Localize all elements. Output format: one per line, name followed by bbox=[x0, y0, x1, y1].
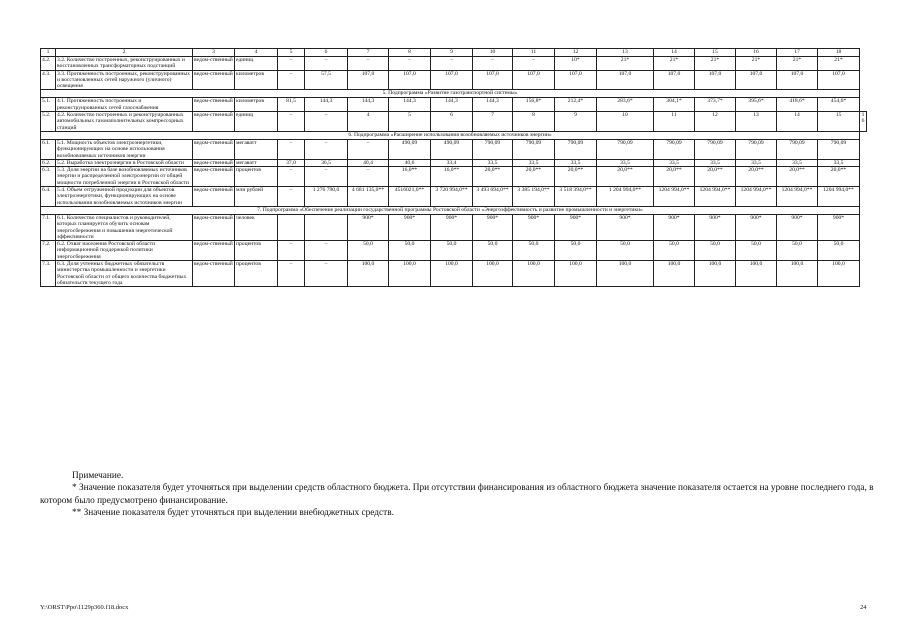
value-cell: 1 204 994,0** bbox=[597, 187, 654, 207]
value-cell: 100,0 bbox=[348, 261, 389, 287]
subprogram-section-row bbox=[41, 206, 867, 214]
value-cell: 11 bbox=[654, 112, 695, 132]
value-cell: 900* bbox=[389, 214, 431, 240]
table-row bbox=[41, 57, 867, 71]
value-cell: 107,0 bbox=[654, 70, 695, 90]
row-number-cell: 5.2. bbox=[41, 112, 56, 132]
footer-file-path: Y:\ORST\Ppo\1129p360.f18.docx bbox=[40, 604, 129, 611]
column-number-cell: 5 bbox=[278, 49, 305, 57]
unit-cell: мегаватт bbox=[235, 139, 278, 159]
column-number-cell: 8 bbox=[389, 49, 431, 57]
value-cell: 100,0 bbox=[513, 261, 555, 287]
unit-cell: млн рублей bbox=[235, 187, 278, 207]
indicator-name-cell: 5.1. Мощность объектов электроэнергетики, функционирующих на основе использования возобновляемых источников энергии bbox=[56, 139, 193, 159]
value-cell: 490,09 bbox=[431, 139, 473, 159]
value-cell: 395,6* bbox=[736, 98, 777, 112]
value-cell: 10* bbox=[555, 57, 597, 71]
value-cell bbox=[278, 214, 305, 240]
value-cell: 107,0 bbox=[597, 70, 654, 90]
value-cell: 790,09 bbox=[736, 139, 777, 159]
unit-cell: единиц bbox=[235, 57, 278, 71]
value-cell: – bbox=[305, 261, 348, 287]
unit-cell: процентов bbox=[235, 167, 278, 187]
unit-cell: процентов bbox=[235, 241, 278, 261]
value-cell: 50,0 bbox=[431, 241, 473, 261]
value-cell: 144,3 bbox=[389, 98, 431, 112]
value-cell: 50,0 bbox=[513, 241, 555, 261]
value-cell: 1204 994,0** bbox=[654, 187, 695, 207]
value-cell: 107,0 bbox=[348, 70, 389, 90]
indicators-table bbox=[40, 48, 867, 287]
value-cell: 1 276 790,0 bbox=[305, 187, 348, 207]
value-cell: 20,0** bbox=[473, 167, 513, 187]
value-cell: – bbox=[513, 57, 555, 71]
value-cell: 900* bbox=[777, 214, 818, 240]
row-number-cell: 6.4. bbox=[41, 187, 56, 207]
column-number-cell: 3 bbox=[193, 49, 235, 57]
indicator-name-cell: 6.3. Доля учтенных бюджетных обязательств министерства промышленности и энергетики Ростовской области от общего количества бюджетных обязательств текущего года bbox=[56, 261, 193, 287]
value-cell: 57,5 bbox=[305, 70, 348, 90]
indicator-type-cell: ведом-ственный bbox=[193, 112, 235, 132]
indicator-name-cell: 5.3. Доля энергии на базе возобновляемых источников энергии и распределенной электроэнергии от общей мощности потребленной энергии в Ростовской области bbox=[56, 167, 193, 187]
indicator-type-cell: ведом-ственный bbox=[193, 187, 235, 207]
value-cell: 20,0** bbox=[695, 167, 736, 187]
row-number-cell: 6.1. bbox=[41, 139, 56, 159]
value-cell: 3 493 694,0** bbox=[473, 187, 513, 207]
value-cell: 100,0 bbox=[431, 261, 473, 287]
value-cell: 36,5 bbox=[305, 159, 348, 166]
value-cell: 6 bbox=[431, 112, 473, 132]
value-cell: 20,0** bbox=[555, 167, 597, 187]
unit-cell: процентов bbox=[235, 261, 278, 287]
indicator-name-cell: 3.2. Количество построенных, реконструированных и восстановленных трансформаторных подстанций bbox=[56, 57, 193, 71]
table-row bbox=[41, 70, 867, 90]
row-number-cell: 7.3. bbox=[41, 261, 56, 287]
notes-block bbox=[40, 470, 875, 520]
subprogram-title: 7. Подпрограмма «Обеспечение реализации государственной программы Ростовской области «Энергоэффективность и развитие промышленности и энергетики» bbox=[41, 206, 860, 214]
value-cell: 21* bbox=[597, 57, 654, 71]
indicator-name-cell: 5.2. Выработка электроэнергии в Ростовской области bbox=[56, 159, 193, 166]
value-cell: – bbox=[278, 167, 305, 187]
value-cell: 1204 994,0** bbox=[695, 187, 736, 207]
value-cell: 3 385 194,0** bbox=[513, 187, 555, 207]
value-cell: – bbox=[278, 70, 305, 90]
column-number-cell: 12 bbox=[555, 49, 597, 57]
value-cell: 144,3 bbox=[431, 98, 473, 112]
value-cell: – bbox=[473, 57, 513, 71]
value-cell: 20,0** bbox=[597, 167, 654, 187]
column-number-cell: 11 bbox=[513, 49, 555, 57]
value-cell: 33,5 bbox=[555, 159, 597, 166]
table-header-row bbox=[41, 49, 867, 57]
value-cell: – bbox=[305, 241, 348, 261]
value-cell: – bbox=[305, 57, 348, 71]
indicator-type-cell: ведом-ственный bbox=[193, 139, 235, 159]
notes-title: Примечание. bbox=[72, 471, 124, 481]
value-cell: 33,5 bbox=[736, 159, 777, 166]
value-cell: 100,0 bbox=[473, 261, 513, 287]
value-cell: 107,0 bbox=[431, 70, 473, 90]
value-cell: – bbox=[389, 57, 431, 71]
value-cell: 33,5 bbox=[777, 159, 818, 166]
subprogram-title: 6. Подпрограмма «Расширение использования возобновляемых источников энергии» bbox=[41, 131, 860, 139]
value-cell: – bbox=[278, 241, 305, 261]
value-cell: 4 681 135,0** bbox=[348, 187, 389, 207]
value-cell: 81,5 bbox=[278, 98, 305, 112]
value-cell: 21* bbox=[695, 57, 736, 71]
indicator-type-cell: ведом-ственный bbox=[193, 70, 235, 90]
row-number-cell: 4.2. bbox=[41, 57, 56, 71]
value-cell: 304,1* bbox=[654, 98, 695, 112]
column-number-cell: 6 bbox=[305, 49, 348, 57]
value-cell: 50,0 bbox=[736, 241, 777, 261]
indicator-type-cell: ведом-ственный bbox=[194, 159, 233, 166]
column-number-cell: 17 bbox=[777, 49, 818, 57]
value-cell: – bbox=[348, 139, 389, 159]
value-cell: 900* bbox=[818, 214, 860, 240]
value-cell: 790,09 bbox=[555, 139, 597, 159]
value-cell: 1204 994,0** bbox=[736, 187, 777, 207]
column-number-cell: 2 bbox=[56, 49, 193, 57]
value-cell: 50,0 bbox=[654, 241, 695, 261]
value-cell: 33,5 bbox=[654, 159, 695, 166]
value-cell: 37,0 bbox=[278, 159, 305, 166]
value-cell: 212,4* bbox=[555, 98, 597, 112]
value-cell: 7 bbox=[473, 112, 513, 132]
indicator-type-cell: ведом-ственный bbox=[193, 167, 235, 187]
value-cell: 9 bbox=[555, 112, 597, 132]
value-cell: 790,09 bbox=[695, 139, 736, 159]
value-cell: 100,0 bbox=[389, 261, 431, 287]
value-cell: 100,0 bbox=[654, 261, 695, 287]
value-cell: 790,09 bbox=[654, 139, 695, 159]
indicator-type-cell: ведом-ственный bbox=[193, 241, 235, 261]
value-cell: 12 bbox=[695, 112, 736, 132]
value-cell: 454,6* bbox=[818, 98, 860, 112]
value-cell: 100,0 bbox=[597, 261, 654, 287]
value-cell: 21* bbox=[736, 57, 777, 71]
value-cell: 1204 994,0** bbox=[818, 187, 860, 207]
value-cell: 107,0 bbox=[389, 70, 431, 90]
subprogram-section-row bbox=[41, 131, 867, 139]
value-cell: 40,6 bbox=[389, 159, 431, 166]
value-cell: 50,0 bbox=[777, 241, 818, 261]
column-number-cell: 4 bbox=[235, 49, 278, 57]
value-cell: 4516021,0** bbox=[389, 187, 431, 207]
value-cell: 100,0 bbox=[695, 261, 736, 287]
value-cell: 790,09 bbox=[473, 139, 513, 159]
value-cell: 50,0 bbox=[695, 241, 736, 261]
value-cell: 107,0 bbox=[473, 70, 513, 90]
value-cell: 373,7* bbox=[695, 98, 736, 112]
value-cell: 50,0 bbox=[555, 241, 597, 261]
table-row bbox=[41, 261, 867, 287]
column-number-cell: 18 bbox=[818, 49, 860, 57]
table-row bbox=[41, 98, 867, 112]
value-cell: 33,5 bbox=[473, 159, 513, 166]
value-cell: – bbox=[348, 57, 389, 71]
subprogram-title: 5. Подпрограмма «Развитие газотранспортной системы» bbox=[41, 90, 860, 98]
unit-cell: единиц bbox=[235, 112, 278, 132]
value-cell: 900* bbox=[736, 214, 777, 240]
value-cell: 100,0 bbox=[777, 261, 818, 287]
value-cell: – bbox=[278, 187, 305, 207]
value-cell: 790,09 bbox=[513, 139, 555, 159]
indicator-name-cell: 3.3. Протяженность построенных, реконструированных и восстановленных сетей наружного (уличного) освещения bbox=[56, 70, 193, 90]
table-row bbox=[41, 112, 867, 132]
value-cell: 900* bbox=[348, 214, 389, 240]
value-cell: 33,5 bbox=[695, 159, 736, 166]
unit-cell: километров bbox=[235, 70, 278, 90]
unit-cell: мегаватт bbox=[235, 159, 278, 166]
value-cell: – bbox=[431, 57, 473, 71]
indicator-name-cell: 4.2. Количество построенных и реконструированных автомобильных газонаполнительных компрессорных станций bbox=[56, 112, 193, 132]
note-double-asterisk: ** Значение показателя будет уточняться при выделении внебюджетных средств. bbox=[72, 508, 394, 519]
value-cell: 900* bbox=[695, 214, 736, 240]
value-cell: 33,5 bbox=[513, 159, 555, 166]
indicator-name-cell: 4.1. Протяженность построенных и реконструированных сетей газоснабжения bbox=[56, 98, 193, 112]
value-cell: 418,6* bbox=[777, 98, 818, 112]
indicator-name-cell: 5.4. Объем отгруженной продукции для объектов электроэнергетики, функционирующих на основе использования возобновляемых источников энергии bbox=[56, 187, 193, 207]
value-cell: 20,0** bbox=[736, 167, 777, 187]
indicator-name-cell: 6.2. Охват населения Ростовской области информационной поддержкой политики энергосбережения bbox=[56, 241, 193, 261]
value-cell: 4 bbox=[348, 112, 389, 132]
value-cell: 100,0 bbox=[736, 261, 777, 287]
value-cell: 20,0** bbox=[654, 167, 695, 187]
value-cell: 3 518 394,0** bbox=[555, 187, 597, 207]
value-cell: 100,0 bbox=[555, 261, 597, 287]
value-cell: 50,0 bbox=[597, 241, 654, 261]
subprogram-section-row bbox=[41, 90, 867, 98]
value-cell: – bbox=[305, 112, 348, 132]
value-cell: 50,0 bbox=[389, 241, 431, 261]
indicator-type-cell: ведом-ственный bbox=[193, 57, 235, 71]
row-number-cell: 4.3. bbox=[41, 70, 56, 90]
indicator-type-cell: ведом-ственный bbox=[193, 214, 235, 240]
value-cell: 33,5 bbox=[818, 159, 860, 166]
value-cell: 33,4 bbox=[431, 159, 473, 166]
table-row bbox=[41, 159, 867, 166]
value-cell: 490,09 bbox=[389, 139, 431, 159]
column-number-cell: 9 bbox=[431, 49, 473, 57]
value-cell: 107,0 bbox=[513, 70, 555, 90]
column-number-cell: 15 bbox=[695, 49, 736, 57]
value-cell: 107,0 bbox=[777, 70, 818, 90]
value-cell bbox=[305, 214, 348, 240]
value-cell: 144,3 bbox=[473, 98, 513, 112]
value-cell: 14 bbox=[777, 112, 818, 132]
value-cell: 20,0** bbox=[513, 167, 555, 187]
table-row bbox=[41, 241, 867, 261]
indicator-name-cell: 6.1. Количество специалистов и руководителей, которых планируется обучить основам энергосбережения и повышения энергетической эффективности bbox=[56, 214, 193, 240]
table-row bbox=[41, 187, 867, 207]
value-cell: 790,09 bbox=[777, 139, 818, 159]
column-number-cell: 1 bbox=[41, 49, 56, 57]
value-cell: – bbox=[278, 261, 305, 287]
value-cell: 5 bbox=[389, 112, 431, 132]
column-number-cell: 7 bbox=[348, 49, 389, 57]
value-cell: 790,09 bbox=[597, 139, 654, 159]
value-cell: – bbox=[305, 139, 348, 159]
value-cell: 50,0 bbox=[348, 241, 389, 261]
value-cell: 900* bbox=[597, 214, 654, 240]
note-single-asterisk: * Значение показателя будет уточняться при выделении средств областного бюджета. При отсутствии финансирования из областного бюджета значение показателя остается на уровне последнего года, в котором было предусмотрено финансирование. bbox=[40, 483, 874, 506]
unit-cell: человек bbox=[235, 214, 278, 240]
value-cell: 107,0 bbox=[736, 70, 777, 90]
value-cell: – bbox=[278, 112, 305, 132]
column-number-cell: 13 bbox=[597, 49, 654, 57]
value-cell: 144,3 bbox=[348, 98, 389, 112]
indicator-type-cell: ведом-ственный bbox=[193, 261, 235, 287]
value-cell: 50,0 bbox=[818, 241, 860, 261]
value-cell: – bbox=[278, 57, 305, 71]
value-cell: 900* bbox=[654, 214, 695, 240]
value-cell: 100,0 bbox=[818, 261, 860, 287]
value-cell: 21* bbox=[777, 57, 818, 71]
value-cell: 283,6* bbox=[597, 98, 654, 112]
column-number-cell: 16 bbox=[736, 49, 777, 57]
value-cell: 900* bbox=[555, 214, 597, 240]
value-cell: 16,0** bbox=[389, 167, 431, 187]
value-cell: 21* bbox=[654, 57, 695, 71]
value-cell: 144,3 bbox=[305, 98, 348, 112]
table-row bbox=[41, 167, 867, 187]
value-cell: 16 bbox=[860, 112, 867, 132]
value-cell: 50,0 bbox=[473, 241, 513, 261]
value-cell: 900* bbox=[513, 214, 555, 240]
value-cell: – bbox=[348, 167, 389, 187]
value-cell: 21* bbox=[818, 57, 860, 71]
value-cell: 790,09 bbox=[818, 139, 860, 159]
value-cell: 10 bbox=[597, 112, 654, 132]
indicator-type-cell: ведом-ственный bbox=[193, 98, 235, 112]
column-number-cell: 10 bbox=[473, 49, 513, 57]
value-cell: 900* bbox=[431, 214, 473, 240]
value-cell: 13 bbox=[736, 112, 777, 132]
value-cell: – bbox=[305, 167, 348, 187]
row-number-cell: 7.1. bbox=[41, 214, 56, 240]
value-cell: 20,0** bbox=[818, 167, 860, 187]
table-row bbox=[41, 139, 867, 159]
row-number-cell: 7.2. bbox=[41, 241, 56, 261]
value-cell: 1204 994,0** bbox=[777, 187, 818, 207]
column-number-cell: 14 bbox=[654, 49, 695, 57]
value-cell: 156,8* bbox=[513, 98, 555, 112]
value-cell: 107,0 bbox=[555, 70, 597, 90]
value-cell: 107,0 bbox=[695, 70, 736, 90]
table-row bbox=[41, 214, 867, 240]
row-number-cell: 6.3. bbox=[41, 167, 56, 187]
value-cell: – bbox=[278, 139, 305, 159]
value-cell: 40,4 bbox=[348, 159, 389, 166]
value-cell: 16,0** bbox=[431, 167, 473, 187]
value-cell: 15 bbox=[818, 112, 860, 132]
value-cell: 8 bbox=[513, 112, 555, 132]
row-number-cell: 6.2. bbox=[41, 159, 56, 166]
value-cell: 900* bbox=[473, 214, 513, 240]
unit-cell: километров bbox=[235, 98, 278, 112]
value-cell: 33,5 bbox=[597, 159, 654, 166]
page-number: 24 bbox=[860, 604, 867, 611]
value-cell: 3 720 994,0** bbox=[431, 187, 473, 207]
value-cell: 107,0 bbox=[818, 70, 860, 90]
value-cell: 20,0** bbox=[777, 167, 818, 187]
row-number-cell: 5.1. bbox=[41, 98, 56, 112]
